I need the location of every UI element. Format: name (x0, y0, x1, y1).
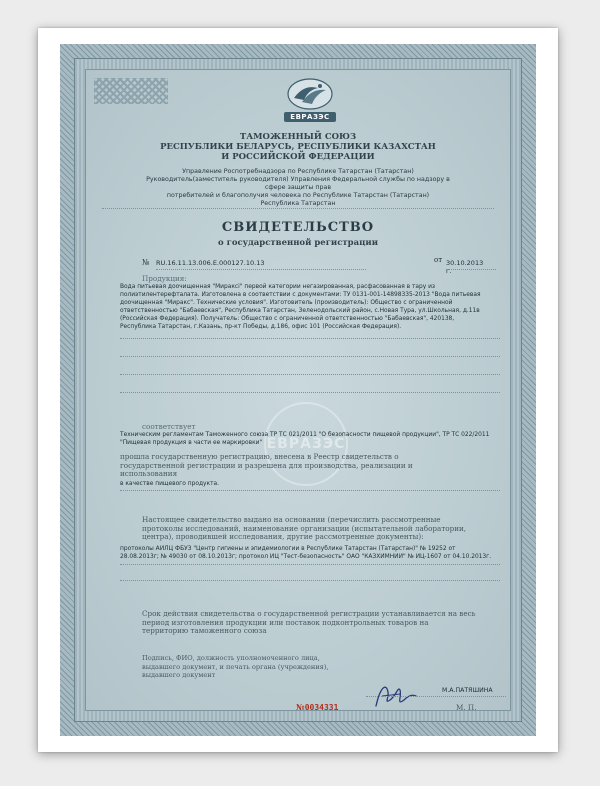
divider (102, 208, 494, 212)
protocol-line: 28.08.2013г; № 49030 от 08.10.2013г; протокол ИЦ "Тест-безопасность" ОАО "КАЗХИМНИИ" № ИЦ-1607 от 04.10.2013г. (120, 554, 492, 560)
eurasec-emblem (284, 76, 336, 112)
statement-line: использования (120, 469, 178, 478)
validity-line: Срок действия свидетельства о государственной регистрации устанавливается на весь (142, 609, 476, 618)
watermark-text: ЕВРАЗЭС (266, 436, 346, 452)
product-line: (Российская Федерация). Получатель: Общество с ограниченной ответственностью "Бабаевская", 420138, (120, 316, 455, 322)
compliance-text (120, 431, 500, 447)
product-line: Республика Татарстан, г.Казань, пр-кт Победы, д.186, офис 101 (Российская Федерация). (120, 324, 402, 330)
registration-date: 30.10.2013 г. (446, 259, 484, 275)
compliance-line: Техническим регламентам Таможенного союза ТР ТС 021/2011 "О безопасности пищевой продукции", ТР ТС 022/2011 (120, 432, 490, 438)
serial-value: 0034331 (304, 703, 339, 712)
product-line: Вода питьевая доочищенная "Мираксi" первой категории негазированная, расфасованная в тару из (120, 284, 436, 290)
authority-line: Руководитель(заместитель руководителя) Управления Федеральной службы по надзору в сфере защиты прав (146, 176, 450, 191)
product-description (120, 283, 500, 331)
date-label: от (434, 256, 443, 264)
certificate-frame (38, 28, 558, 752)
signature-rule (366, 696, 506, 697)
header-line: И РОССИЙСКОЙ ФЕДЕРАЦИИ (221, 152, 375, 162)
validity-statement (142, 610, 522, 636)
protocols-rule (120, 580, 500, 581)
product-rule (120, 374, 500, 375)
protocols-text (120, 545, 510, 561)
serial-sign: № (296, 702, 305, 712)
validity-line: территорию таможенного союза (142, 626, 267, 635)
number-underline (156, 269, 366, 270)
stamp-place-label: М. П. (456, 703, 477, 712)
emblem-label: ЕВРАЗЭС (284, 112, 336, 122)
caption-line: выдавшего документ (142, 671, 216, 679)
signature-caption (142, 654, 342, 680)
product-rule (120, 338, 500, 339)
product-line: ответственностью "Бабаевская", Республика Татарстан, Зеленодольский район, с.Новая Тура, ул.Школьная, д.11в (120, 308, 480, 314)
hatch-pattern (94, 78, 168, 104)
usage-rule (120, 490, 500, 491)
product-line: доочищенная "Миракс". Технические условия". Изготовитель (производитель): Общество с ограниченной (120, 300, 453, 306)
header-line: ТАМОЖЕННЫЙ СОЮЗ (239, 132, 357, 142)
caption-line: выдавшего документ, и печать органа (учреждения), (142, 662, 329, 671)
statement-line: прошла государственную регистрацию, внесена в Реестр свидетельств о (120, 452, 399, 461)
serial-number (296, 702, 338, 712)
authority-line: Управление Роспотребнадзора по Республике Татарстан (Татарстан) (182, 168, 414, 175)
usage-text: в качестве пищевого продукта. (120, 481, 219, 487)
document-title: СВИДЕТЕЛЬСТВО (221, 220, 375, 235)
authority-line: Республика Татарстан (260, 200, 336, 207)
authority-line: потребителей и благополучия человека по Республике Татарстан (Татарстан) (166, 192, 430, 199)
certificate-document (60, 44, 536, 736)
basis-line: протоколы исследований, наименование организации (испытательной лаборатории, (142, 523, 467, 533)
certificate-body (85, 69, 511, 711)
product-line: полиэтилентерефталата. Изготовлена в соответствии с документами: ТУ 0131-001-14898335-2013 "Вода питьевая (120, 292, 481, 298)
guilloche-border (74, 58, 522, 722)
header-line: РЕСПУБЛИКИ БЕЛАРУСЬ, РЕСПУБЛИКИ КАЗАХСТАН (160, 142, 436, 152)
compliance-label: соответствует (142, 422, 196, 431)
document-subtitle: о государственной регистрации (217, 238, 379, 248)
signer-name: М.А.ПАТЯШИНА (442, 687, 493, 694)
issuing-authority (146, 168, 450, 208)
registration-statement (120, 453, 520, 479)
eurasec-logo-icon (284, 76, 336, 122)
caption-line: Подпись, ФИО, должность уполномоченного лица, (142, 654, 320, 662)
basis-line: центра), проводившей исследования, другие рассмотренные документы): (142, 532, 424, 541)
registration-number: RU.16.11.13.006.E.000127.10.13 (156, 259, 265, 267)
product-rule (120, 392, 500, 393)
protocols-rule (120, 564, 500, 565)
validity-line: период изготовления продукции или поставок подконтрольных товаров на (142, 617, 429, 627)
product-label: Продукция: (142, 274, 187, 283)
protocol-line: протоколы АИЛЦ ФБУЗ "Центр гигиены и эпидемиологии в Республике Татарстан (Татарстан)" № 19252 от (120, 546, 456, 552)
date-underline (446, 269, 496, 270)
basis-statement (142, 516, 522, 542)
union-header (86, 132, 510, 162)
basis-line: Настоящее свидетельство выдано на основании (перечислить рассмотренные (142, 515, 441, 524)
statement-line: государственной регистрации и разрешена для производства, реализации и (120, 460, 413, 470)
compliance-line: "Пищевая продукция в части ее маркировки" (120, 440, 263, 446)
product-rule (120, 356, 500, 357)
number-sign: № (142, 258, 150, 267)
handwritten-signature (370, 678, 420, 712)
